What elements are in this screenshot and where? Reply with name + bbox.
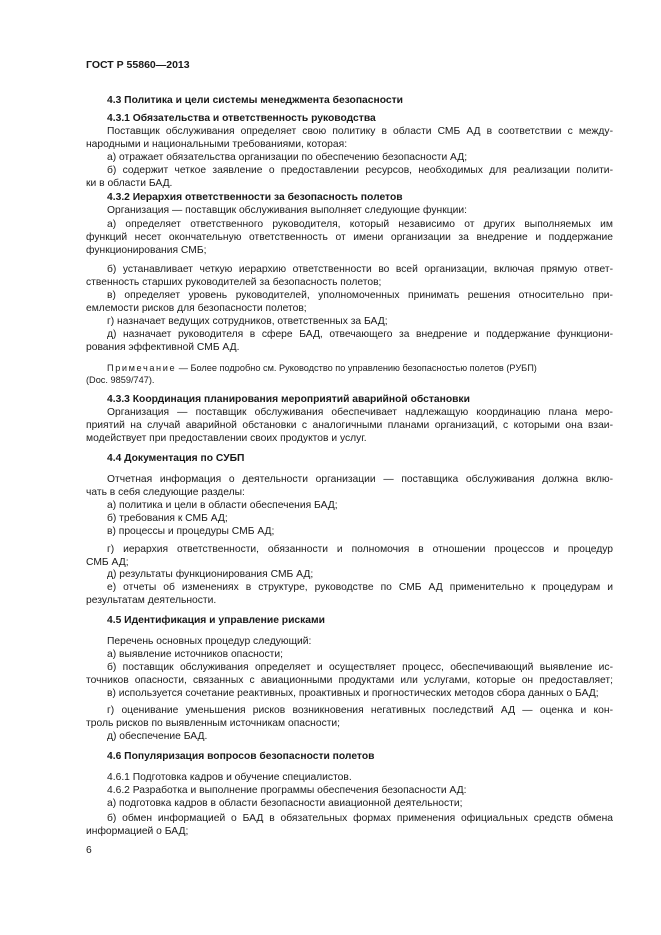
paragraph-line: ки в области БАД. [86,178,173,189]
list-item: б) поставщик обслуживания определяет и осуществляет процесс, обеспечивающий выявление ис- [107,662,613,673]
section-heading-4-3: 4.3 Политика и цели системы менеджмента безопасности [107,95,403,106]
paragraph-line: функций несет окончательную ответственность от имени организации за внедрение и поддержание [86,232,613,243]
list-item: в) процессы и процедуры СМБ АД; [107,526,275,537]
list-item: г) оценивание уменьшения рисков возникновения негативных последствий АД — оценка и кон- [107,705,613,716]
paragraph-line: троль рисков по выявленным источникам опасности; [86,718,341,729]
list-item: а) политика и цели в области обеспечения БАД; [107,500,338,511]
list-item: г) назначает ведущих сотрудников, ответственных за БАД; [107,316,388,327]
list-item: а) определяет ответственного руководителя, который независимо от других выполняемых им [107,219,613,230]
subsection-heading-4-3-3: 4.3.3 Координация планирования мероприятий аварийной обстановки [107,394,470,405]
note-line: (Doc. 9859/747). [86,375,155,385]
list-item: а) подготовка кадров в области безопасности авиационной деятельности; [107,798,463,809]
note-text: — Более подробно см. Руководство по управлению безопасностью полетов (РУБП) [176,363,537,373]
section-heading-4-6: 4.6 Популяризация вопросов безопасности полетов [107,751,375,762]
subsection-heading-4-3-1: 4.3.1 Обязательства и ответственность руководства [107,113,376,124]
list-item: в) определяет уровень руководителей, уполномоченных принимать решения относительно при- [107,290,613,301]
paragraph-line: ственность старших руководителей за безопасность полетов; [86,277,382,288]
note-label: Примечание [107,363,177,373]
paragraph-line: Перечень основных процедур следующий: [107,636,312,647]
subsection-heading-4-3-2: 4.3.2 Иерархия ответственности за безопасность полетов [107,192,403,203]
paragraph-line: приятий на случай аварийной обстановки с аналогичными планами организаций, с которыми она взаи- [86,420,613,431]
list-item: б) содержит четкое заявление о предоставлении ресурсов, необходимых для реализации полити- [107,165,613,176]
paragraph-line: 4.6.2 Разработка и выполнение программы обеспечения безопасности АД: [107,785,467,796]
paragraph-line: 4.6.1 Подготовка кадров и обучение специалистов. [107,772,352,783]
section-heading-4-4: 4.4 Документация по СУБП [107,453,245,464]
list-item: е) отчеты об изменениях в структуре, руководстве по СМБ АД применительно к процедурам и [107,582,613,593]
paragraph-line: емлемости рисков для безопасности полетов; [86,303,307,314]
list-item: б) требования к СМБ АД; [107,513,228,524]
list-item: г) иерархия ответственности, обязанности и полномочия в отношении процессов и процедур [107,544,613,555]
list-item: д) обеспечение БАД. [107,731,208,742]
list-item: а) отражает обязательства организации по обеспечению безопасности АД; [107,152,468,163]
paragraph-line: точников опасности, связанных с авиационными продуктами или услугами, которые он предоставляет; [86,675,613,686]
paragraph-line: функционирования СМБ; [86,245,207,256]
paragraph-line: чать в себя следующие разделы: [86,487,245,498]
list-item: д) результаты функционирования СМБ АД; [107,569,314,580]
paragraph-line: Организация — поставщик обслуживания выполняет следующие функции: [107,205,467,216]
paragraph-line: Поставщик обслуживания определяет свою политику в области СМБ АД в соответствии с между- [107,126,613,137]
list-item: в) используется сочетание реактивных, проактивных и прогностических методов сбора данных о БАД; [107,688,599,699]
page-number: 6 [86,845,92,856]
paragraph-line: Отчетная информация о деятельности организации — поставщика обслуживания должна вклю- [107,474,613,485]
paragraph-line: информацией о БАД; [86,826,189,837]
paragraph-line: народными и национальными требованиями, которая: [86,139,348,150]
paragraph-line: модействует при предоставлении своих продуктов и услуг. [86,433,367,444]
list-item: б) обмен информацией о БАД в обязательных формах применения официальных средств обмена [107,813,613,824]
list-item: д) назначает руководителя в сфере БАД, отвечающего за внедрение и поддержание функциони- [107,329,613,340]
document-header: ГОСТ Р 55860—2013 [86,59,190,71]
paragraph-line: рования эффективной СМБ АД. [86,342,240,353]
section-heading-4-5: 4.5 Идентификация и управление рисками [107,615,325,626]
list-item: а) выявление источников опасности; [107,649,284,660]
list-item: б) устанавливает четкую иерархию ответственности во всей организации, включая прямую ответ- [107,264,613,275]
paragraph-line: СМБ АД; [86,557,129,568]
note-line [107,362,613,374]
paragraph-line: Организация — поставщик обслуживания обеспечивает надлежащую координацию плана меро- [107,407,613,418]
paragraph-line: результатам деятельности. [86,595,217,606]
